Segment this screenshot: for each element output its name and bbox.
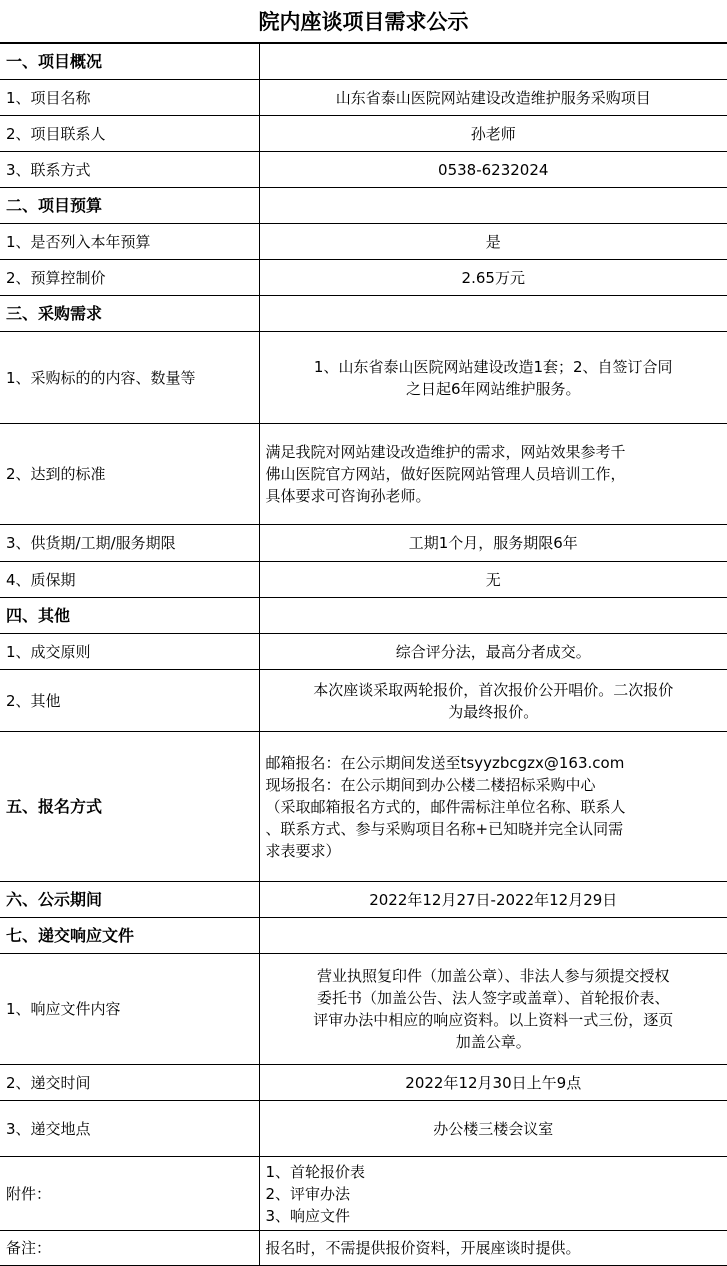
section-heading: 五、报名方式: [0, 732, 259, 882]
section-heading: 三、采购需求: [0, 296, 259, 332]
row-value: 综合评分法，最高分者成交。: [259, 634, 727, 670]
table-row: [0, 1231, 727, 1266]
table-row: [0, 954, 727, 1065]
row-value: 无: [259, 562, 727, 598]
row-label: 4、质保期: [0, 562, 259, 598]
row-label: 1、采购标的的内容、数量等: [0, 332, 259, 424]
row-value: [259, 332, 727, 424]
text-line: 现场报名：在公示期间到办公楼二楼招标采购中心: [265, 775, 596, 794]
section-row: [0, 732, 727, 882]
table-row: [0, 152, 727, 188]
row-label: 备注：: [0, 1231, 259, 1266]
row-value: 报名时，不需提供报价资料，开展座谈时提供。: [259, 1231, 727, 1266]
text-line: 求表要求）: [265, 841, 341, 860]
row-value: 2.65万元: [259, 260, 727, 296]
table-row: [0, 562, 727, 598]
empty-cell: [259, 296, 727, 332]
text-line: 加盖公章。: [455, 1033, 531, 1051]
row-label: 1、是否列入本年预算: [0, 224, 259, 260]
page-title: 院内座谈项目需求公示: [0, 0, 727, 43]
table-row: [0, 1157, 727, 1231]
row-label: 2、其他: [0, 670, 259, 732]
requirements-table: [0, 43, 727, 1266]
table-row: [0, 116, 727, 152]
row-value: [259, 1157, 727, 1231]
table-row: [0, 1065, 727, 1101]
row-value: 工期1个月，服务期限6年: [259, 525, 727, 562]
text-line: 2、评审办法: [265, 1184, 351, 1203]
section-heading: 四、其他: [0, 598, 259, 634]
text-line: 评审办法中相应的响应资料。以上资料一式三份，逐页: [313, 1011, 674, 1029]
text-line: 邮箱报名：在公示期间发送至tsyyzbcgzx@163.com: [265, 753, 625, 772]
section-row: [0, 296, 727, 332]
text-line: 1、山东省泰山医院网站建设改造1套；2、自签订合同: [313, 357, 673, 376]
row-value: 是: [259, 224, 727, 260]
table-row: [0, 224, 727, 260]
text-line: 营业执照复印件（加盖公章）、非法人参与须提交授权: [316, 967, 670, 985]
table-row: [0, 1101, 727, 1157]
text-line: 3、响应文件: [265, 1206, 351, 1225]
row-value: 0538-6232024: [259, 152, 727, 188]
row-value: 办公楼三楼会议室: [259, 1101, 727, 1157]
empty-cell: [259, 44, 727, 80]
row-value: 孙老师: [259, 116, 727, 152]
section-row: [0, 882, 727, 918]
empty-cell: [259, 598, 727, 634]
row-label: 2、达到的标准: [0, 424, 259, 525]
empty-cell: [259, 918, 727, 954]
table-row: [0, 424, 727, 525]
row-label: 1、成交原则: [0, 634, 259, 670]
section-row: [0, 188, 727, 224]
table-row: [0, 525, 727, 562]
text-line: 佛山医院官方网站，做好医院网站管理人员培训工作，: [265, 465, 626, 483]
row-value: 2022年12月30日上午9点: [259, 1065, 727, 1101]
section-heading: 二、项目预算: [0, 188, 259, 224]
table-row: [0, 260, 727, 296]
row-label: 2、项目联系人: [0, 116, 259, 152]
empty-cell: [259, 188, 727, 224]
section-row: [0, 44, 727, 80]
row-value: 山东省泰山医院网站建设改造维护服务采购项目: [259, 80, 727, 116]
row-label: 3、联系方式: [0, 152, 259, 188]
row-value: [259, 670, 727, 732]
row-label: 2、预算控制价: [0, 260, 259, 296]
text-line: 之日起6年网站维护服务。: [405, 379, 581, 398]
section-heading: 一、项目概况: [0, 44, 259, 80]
row-label: 2、递交时间: [0, 1065, 259, 1101]
text-line: 满足我院对网站建设改造维护的需求，网站效果参考千: [265, 443, 626, 461]
table-row: [0, 332, 727, 424]
text-line: 1、首轮报价表: [265, 1162, 366, 1181]
row-value: [259, 424, 727, 525]
text-line: 为最终报价。: [448, 702, 539, 721]
text-line: 具体要求可咨询孙老师。: [265, 487, 431, 505]
row-label: 1、响应文件内容: [0, 954, 259, 1065]
row-value: [259, 954, 727, 1065]
text-line: （采取邮箱报名方式的，邮件需标注单位名称、联系人: [265, 797, 626, 816]
row-label: 3、递交地点: [0, 1101, 259, 1157]
row-value: [259, 732, 727, 882]
text-line: 委托书（加盖公告、法人签字或盖章）、首轮报价表、: [316, 989, 670, 1007]
row-label: 附件：: [0, 1157, 259, 1231]
section-row: [0, 918, 727, 954]
table-row: [0, 80, 727, 116]
row-label: 3、供货期/工期/服务期限: [0, 525, 259, 562]
text-line: 、联系方式、参与采购项目名称+已知晓并完全认同需: [265, 819, 624, 838]
text-line: 本次座谈采取两轮报价，首次报价公开唱价。二次报价: [313, 680, 674, 699]
section-heading: 七、递交响应文件: [0, 918, 259, 954]
table-row: [0, 634, 727, 670]
section-heading: 六、公示期间: [0, 882, 259, 918]
section-row: [0, 598, 727, 634]
row-value: 2022年12月27日-2022年12月29日: [259, 882, 727, 918]
table-row: [0, 670, 727, 732]
row-label: 1、项目名称: [0, 80, 259, 116]
